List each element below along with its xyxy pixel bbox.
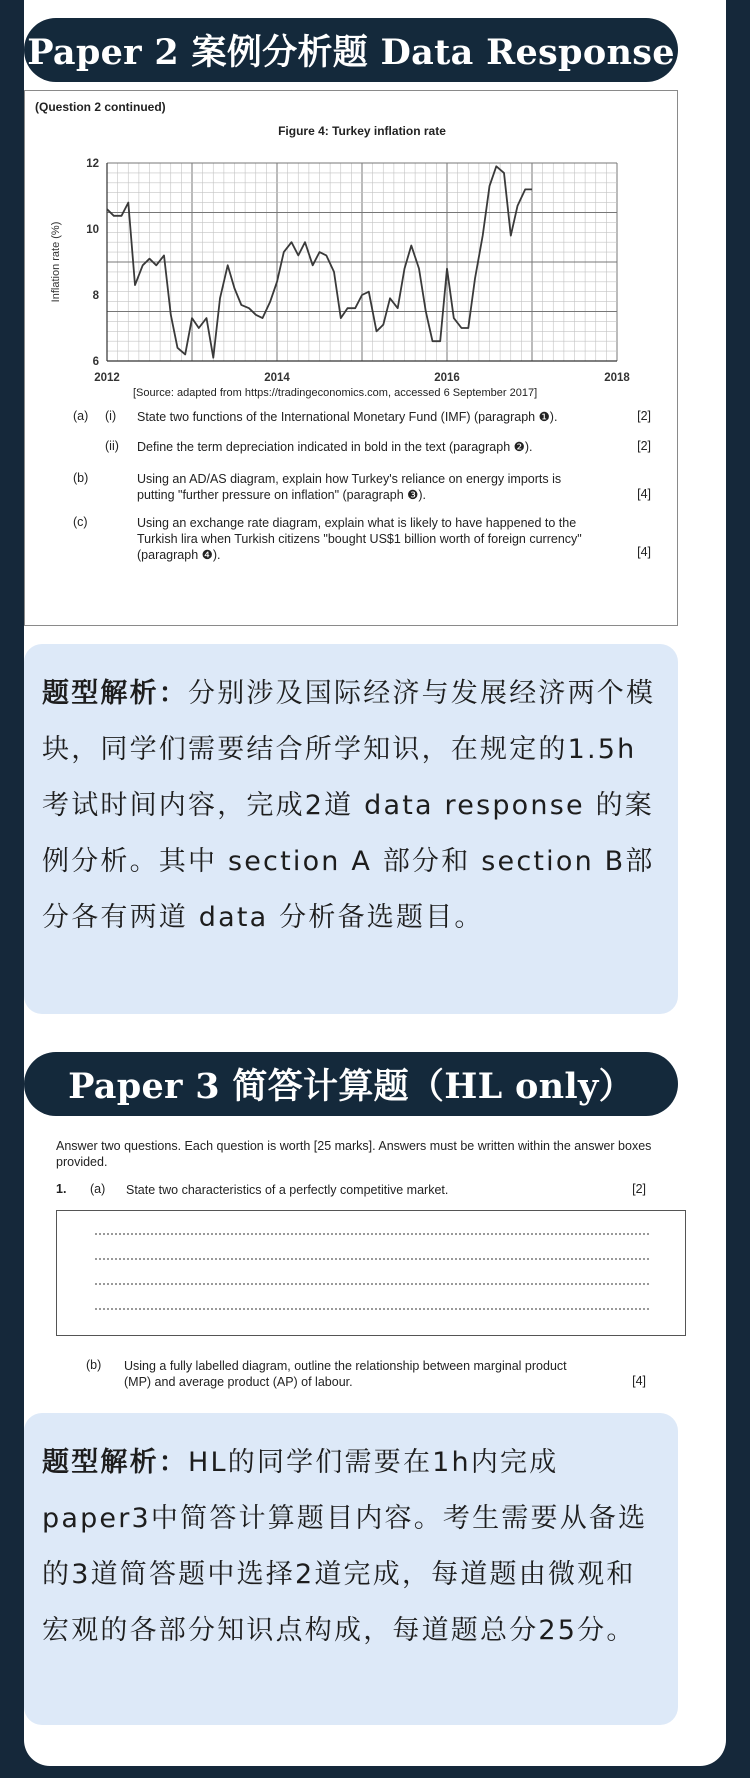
paper3-banner: Paper 3 简答计算题（HL only） xyxy=(24,1052,678,1116)
paper3-analysis-heading: 题型解析： xyxy=(42,1447,188,1478)
answer-line xyxy=(95,1308,649,1310)
chart-title: Figure 4: Turkey inflation rate xyxy=(278,124,446,138)
paper3-exam-excerpt xyxy=(26,1130,676,1395)
q1b-text: Using a fully labelled diagram, outline the relationship between marginal product (MP) and average product (AP) of labour. xyxy=(124,1359,567,1389)
paper3-analysis-text: HL的同学们需要在1h内完成paper3中简答计算题目内容。考生需要从备选的3道简答题中选择2道完成，每道题由微观和宏观的各部分知识点构成，每道题总分25分。 xyxy=(42,1447,648,1646)
paper3-analysis xyxy=(24,1413,678,1725)
answer-line xyxy=(95,1258,649,1260)
y-tick-label: 6 xyxy=(92,356,99,368)
answer-line xyxy=(95,1283,649,1285)
question-sublabel: (ii) xyxy=(105,439,119,453)
turkey-inflation-chart xyxy=(25,111,677,396)
question-continued-label: (Question 2 continued) xyxy=(35,100,166,114)
x-tick-label: 2018 xyxy=(604,372,630,384)
question-marks: [4] xyxy=(637,545,651,559)
q1a-text: State two characteristics of a perfectly competitive market. xyxy=(126,1183,449,1197)
paper2-analysis-heading: 题型解析： xyxy=(42,678,188,709)
paper2-banner: Paper 2 案例分析题 Data Response xyxy=(24,18,678,82)
question-text: Define the term depreciation indicated in bold in the text (paragraph ❷). xyxy=(137,440,533,454)
x-tick-label: 2016 xyxy=(434,372,460,384)
y-tick-label: 10 xyxy=(86,224,99,236)
answer-line xyxy=(95,1233,649,1235)
question-marks: [4] xyxy=(637,487,651,501)
question-label: (b) xyxy=(73,471,89,485)
question-sublabel: (i) xyxy=(105,409,117,423)
q1b-marks: [4] xyxy=(632,1374,646,1388)
paper2-analysis-text: 分别涉及国际经济与发展经济两个模块，同学们需要结合所学知识，在规定的1.5h考试时间内容，完成2道 data response 的案例分析。其中 section A 部分和 section B部分各有两道 data 分析备选题目。 xyxy=(42,678,656,933)
q1b-label: (b) xyxy=(86,1358,102,1372)
answer-box[interactable] xyxy=(56,1210,686,1336)
x-tick-label: 2012 xyxy=(94,372,120,384)
question-label: (a) xyxy=(73,409,89,423)
q1a-marks: [2] xyxy=(632,1182,646,1196)
y-axis-label: Inflation rate (%) xyxy=(50,221,62,303)
x-tick-label: 2014 xyxy=(264,372,290,384)
question-text: Using an AD/AS diagram, explain how Turkey's reliance on energy imports is putting "further pressure on inflation" (paragraph ❸). xyxy=(137,472,562,502)
q1a-label: (a) xyxy=(90,1182,106,1196)
paper2-analysis xyxy=(24,644,678,1014)
question-marks: [2] xyxy=(637,409,651,423)
question-text: Using an exchange rate diagram, explain what is likely to have happened to the Turkish lira when Turkish citizens "bought US$1 billion worth of foreign currency" (paragraph ❹). xyxy=(137,516,582,562)
question-marks: [2] xyxy=(637,439,651,453)
paper2-exam-excerpt xyxy=(24,90,678,626)
question-text: State two functions of the International Monetary Fund (IMF) (paragraph ❶). xyxy=(137,410,558,424)
question-number: 1. xyxy=(56,1182,67,1196)
question-label: (c) xyxy=(73,515,88,529)
y-tick-label: 12 xyxy=(86,158,99,170)
chart-source: [Source: adapted from https://tradingeconomics.com, accessed 6 September 2017] xyxy=(133,387,538,399)
y-tick-label: 8 xyxy=(92,290,99,302)
paper3-instructions: Answer two questions. Each question is worth [25 marks]. Answers must be written within the answer boxes provided. xyxy=(56,1139,652,1169)
